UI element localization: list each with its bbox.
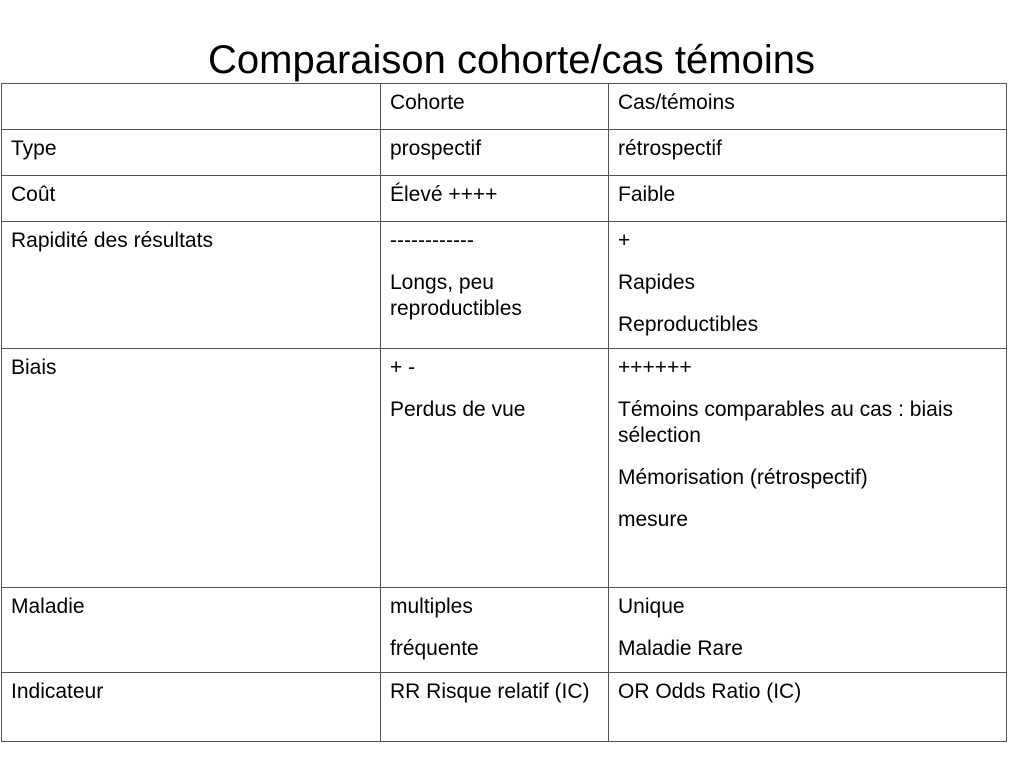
cohorte-cell (381, 673, 609, 742)
cell-text: Unique (618, 595, 685, 618)
cell-text: OR Odds Ratio (IC) (618, 680, 802, 703)
cell-text: multiples (390, 595, 473, 618)
row-label: Indicateur (2, 673, 381, 742)
cas-temoins-cell (609, 673, 1007, 742)
cell-text: ------------ (390, 229, 474, 252)
cell-text: RR Risque relatif (IC) (390, 680, 590, 703)
comparison-table (1, 83, 1007, 742)
row-label: Biais (2, 349, 381, 588)
cell-text: Longs, peu reproductibles (390, 271, 522, 320)
table-row-indicateur (2, 673, 1007, 742)
cas-temoins-cell (609, 176, 1007, 222)
cell-text: Faible (618, 183, 676, 206)
row-label: Maladie (2, 588, 381, 673)
cell-text: mesure (618, 508, 689, 531)
cell-text: prospectif (390, 137, 482, 160)
cell-text: rétrospectif (618, 137, 722, 160)
table-row-maladie (2, 588, 1007, 673)
table-row-cout (2, 176, 1007, 222)
header-cell-cohorte: Cohorte (381, 84, 609, 130)
table-header-row (2, 84, 1007, 130)
row-label: Rapidité des résultats (2, 222, 381, 349)
cell-text: Perdus de vue (390, 398, 526, 421)
cohorte-cell (381, 349, 609, 588)
cell-text: ++++++ (618, 356, 692, 379)
cohorte-cell (381, 222, 609, 349)
slide-title: Comparaison cohorte/cas témoins (208, 38, 815, 82)
cell-text: Rapides (618, 271, 696, 294)
header-cell-cas-temoins: Cas/témoins (609, 84, 1007, 130)
row-label: Coût (2, 176, 381, 222)
cas-temoins-cell (609, 130, 1007, 176)
cohorte-cell (381, 176, 609, 222)
cell-text: + - (390, 356, 416, 379)
cell-text: + (618, 229, 631, 252)
header-cell-empty (2, 84, 381, 130)
cell-text: Reproductibles (618, 313, 759, 336)
cell-text: Mémorisation (rétrospectif) (618, 466, 868, 489)
cell-text: Maladie Rare (618, 637, 743, 660)
cas-temoins-cell (609, 588, 1007, 673)
cohorte-cell (381, 588, 609, 673)
cas-temoins-cell (609, 349, 1007, 588)
cell-text: fréquente (390, 637, 479, 660)
cohorte-cell (381, 130, 609, 176)
table-row-biais (2, 349, 1007, 588)
table-row-rapidite (2, 222, 1007, 349)
cell-text: Témoins comparables au cas : biais sélection (618, 398, 953, 447)
row-label: Type (2, 130, 381, 176)
cell-text: Élevé ++++ (390, 183, 498, 206)
table-row-type (2, 130, 1007, 176)
cas-temoins-cell (609, 222, 1007, 349)
